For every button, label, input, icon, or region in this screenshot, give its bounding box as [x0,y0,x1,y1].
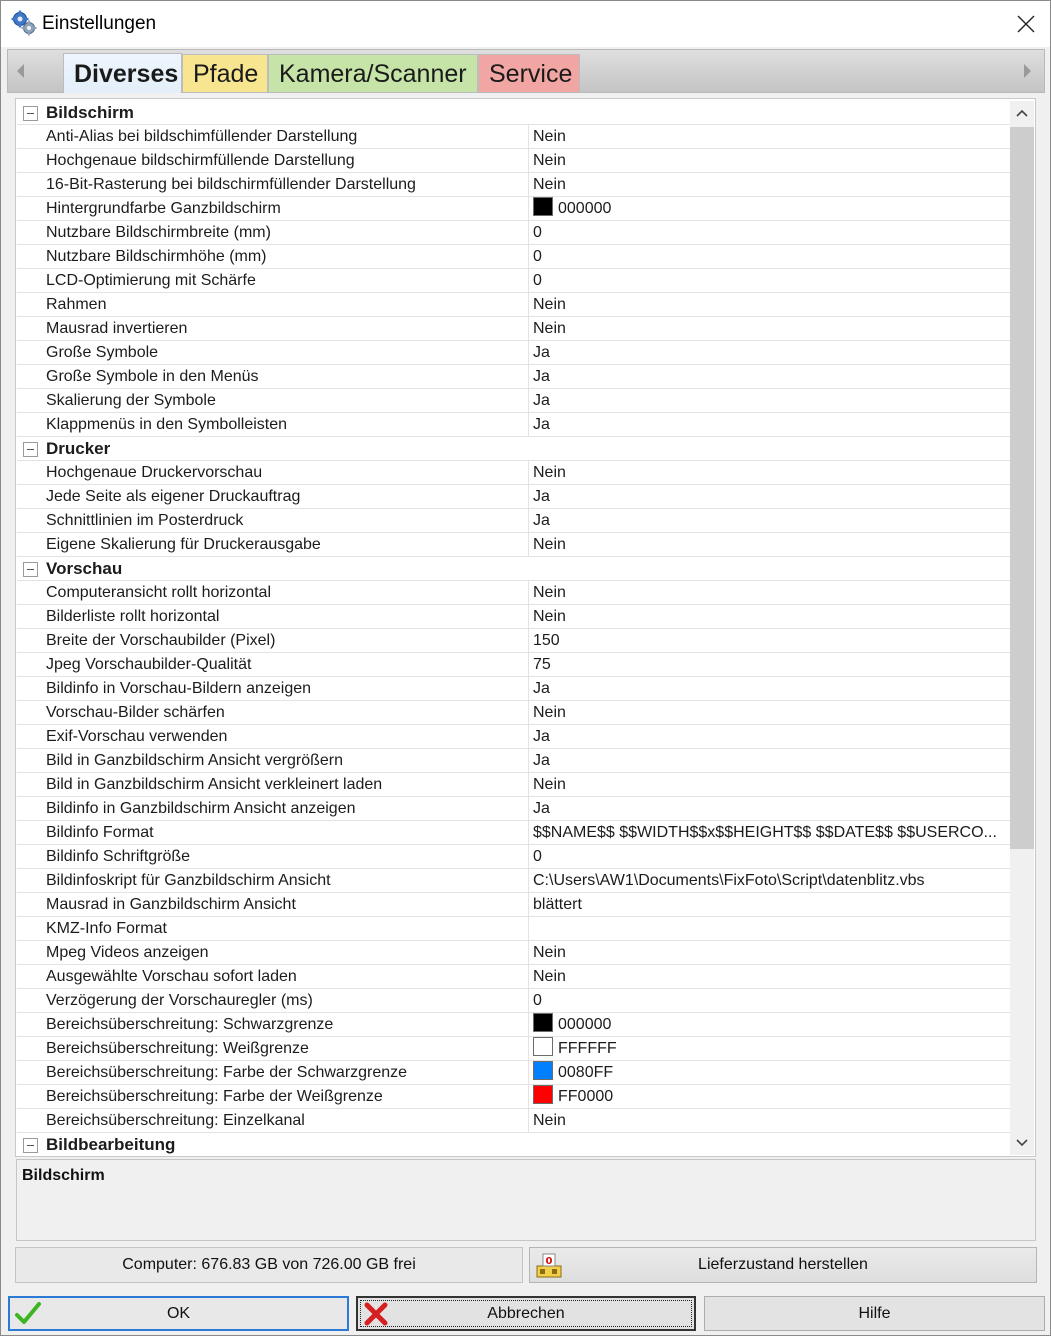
close-button[interactable] [1002,1,1050,47]
cancel-x-icon [362,1300,390,1328]
property-value[interactable] [528,917,1011,941]
property-value[interactable] [528,317,1011,341]
category-label: Drucker [46,439,111,458]
category-row[interactable] [17,101,1011,125]
property-value-text: 0 [533,992,542,1009]
property-row[interactable] [17,725,1011,749]
property-value-text: Ja [533,344,550,361]
property-value[interactable] [528,989,1011,1013]
property-value[interactable] [528,845,1011,869]
property-name: Bildinfo Format [46,824,154,841]
category-label: Bildbearbeitung [46,1135,176,1154]
property-name: Bereichsüberschreitung: Farbe der Schwarzgrenze [46,1064,408,1081]
property-row[interactable] [17,1061,1011,1085]
property-value-text: Ja [533,680,550,697]
tab-service[interactable]: Service [478,54,580,92]
property-row[interactable] [17,245,1011,269]
property-value-text: FFFFFF [558,1040,617,1057]
color-swatch[interactable] [533,1061,553,1080]
property-value[interactable] [528,725,1011,749]
property-value-text: Nein [533,1112,566,1129]
property-name: KMZ-Info Format [46,920,167,937]
property-name: Jpeg Vorschaubilder-Qualität [46,656,252,673]
property-value-text: Ja [533,800,550,817]
property-name: Hintergrundfarbe Ganzbildschirm [46,200,281,217]
property-name: Klappmenüs in den Symbolleisten [46,416,288,433]
property-value[interactable] [528,149,1011,173]
property-value-text: Nein [533,584,566,601]
property-row[interactable] [17,677,1011,701]
property-row[interactable] [17,605,1011,629]
ok-label: OK [166,1304,191,1322]
checkmark-icon [14,1300,42,1328]
property-value[interactable] [528,629,1011,653]
property-row[interactable] [17,365,1011,389]
property-row[interactable] [17,653,1011,677]
property-name: Nutzbare Bildschirmhöhe (mm) [46,248,267,265]
property-row[interactable] [17,125,1011,149]
settings-gears-icon [11,10,37,36]
color-swatch[interactable] [533,1013,553,1032]
property-value-text: $$NAME$$ $$WIDTH$$x$$HEIGHT$$ $$DATE$$ $$USERCO... [533,824,997,841]
property-name: Bild in Ganzbildschirm Ansicht vergrößern [46,752,344,769]
property-value[interactable] [528,893,1011,917]
property-value[interactable] [528,365,1011,389]
property-value-text: Nein [533,536,566,553]
property-value-text: Ja [533,368,550,385]
property-name: Exif-Vorschau verwenden [46,728,228,745]
property-name: LCD-Optimierung mit Schärfe [46,272,256,289]
description-title: Bildschirm [22,1167,105,1184]
property-name: Eigene Skalierung für Druckerausgabe [46,536,321,553]
property-value-text: 150 [533,632,560,649]
collapse-icon[interactable] [23,106,38,121]
property-name: Verzögerung der Vorschauregler (ms) [46,992,313,1009]
tab-scroll-left-icon[interactable] [14,62,28,80]
property-name: Hochgenaue bildschirmfüllende Darstellung [46,152,355,169]
property-value-text: 000000 [558,1016,612,1033]
property-row[interactable] [17,845,1011,869]
property-value[interactable] [528,1037,1011,1061]
property-value[interactable] [528,1013,1011,1037]
color-swatch[interactable] [533,1085,553,1104]
tab-kamera-scanner[interactable]: Kamera/Scanner [268,54,478,92]
property-value-text: Ja [533,728,550,745]
property-value[interactable] [528,269,1011,293]
property-value-text: 75 [533,656,551,673]
property-value-text: Ja [533,512,550,529]
property-name: Große Symbole in den Menüs [46,368,259,385]
property-row[interactable] [17,461,1011,485]
property-value-text: blättert [533,896,582,913]
property-row[interactable] [17,821,1011,845]
property-row[interactable] [17,965,1011,989]
property-name: Mpeg Videos anzeigen [46,944,209,961]
property-name: Skalierung der Symbole [46,392,216,409]
property-value-text: Ja [533,416,550,433]
property-value-text: Nein [533,176,566,193]
property-name: Rahmen [46,296,107,313]
scroll-up-icon[interactable] [1010,101,1034,125]
property-name: Mausrad in Ganzbildschirm Ansicht [46,896,296,913]
property-value[interactable] [528,941,1011,965]
property-row[interactable] [17,485,1011,509]
property-value[interactable] [528,797,1011,821]
property-value[interactable] [528,485,1011,509]
property-name: Breite der Vorschaubilder (Pixel) [46,632,276,649]
property-value-text: Nein [533,968,566,985]
property-value[interactable] [528,821,1011,845]
property-row[interactable] [17,941,1011,965]
property-row[interactable] [17,1085,1011,1109]
property-value[interactable] [528,293,1011,317]
property-name: 16-Bit-Rasterung bei bildschirmfüllender Darstellung [46,176,416,193]
window-title: Einstellungen [42,13,157,34]
property-row[interactable] [17,893,1011,917]
property-name: Schnittlinien im Posterdruck [46,512,244,529]
disk-status: Computer: 676.83 GB von 726.00 GB frei [15,1247,523,1283]
property-value[interactable] [528,749,1011,773]
color-swatch[interactable] [533,1037,553,1056]
property-name: Vorschau-Bilder schärfen [46,704,225,721]
property-value-text: Nein [533,128,566,145]
property-value-text: C:\Users\AW1\Documents\FixFoto\Script\datenblitz.vbs [533,872,925,889]
vertical-scrollbar[interactable] [1010,101,1034,1155]
tab-diverses[interactable]: Diverses [63,53,182,93]
property-name: Bildinfoskript für Ganzbildschirm Ansicht [46,872,331,889]
property-row[interactable] [17,701,1011,725]
property-value-text: 0 [533,248,542,265]
property-row[interactable] [17,917,1011,941]
property-value-text: Nein [533,464,566,481]
collapse-icon[interactable] [23,562,38,577]
property-row[interactable] [17,1037,1011,1061]
property-name: Bereichsüberschreitung: Einzelkanal [46,1112,305,1129]
property-row[interactable] [17,797,1011,821]
property-value[interactable] [528,221,1011,245]
property-value-text: 000000 [558,200,612,217]
property-name: Computeransicht rollt horizontal [46,584,271,601]
property-row[interactable] [17,413,1011,437]
property-name: Ausgewählte Vorschau sofort laden [46,968,297,985]
property-value[interactable] [528,1061,1011,1085]
category-row[interactable] [17,437,1011,461]
category-row[interactable] [17,1133,1011,1157]
property-value[interactable] [528,461,1011,485]
category-row[interactable] [17,557,1011,581]
property-name: Bildinfo in Ganzbildschirm Ansicht anzeigen [46,800,356,817]
category-label: Vorschau [46,559,123,578]
property-value[interactable] [528,173,1011,197]
collapse-icon[interactable] [23,442,38,457]
property-value[interactable] [528,701,1011,725]
property-value-text: Nein [533,944,566,961]
property-row[interactable] [17,749,1011,773]
property-name: Nutzbare Bildschirmbreite (mm) [46,224,271,241]
property-row[interactable] [17,533,1011,557]
property-value[interactable] [528,341,1011,365]
property-value[interactable] [528,605,1011,629]
property-grid-rows [17,101,1011,1157]
property-row[interactable] [17,149,1011,173]
property-row[interactable] [17,581,1011,605]
property-name: Jede Seite als eigener Druckauftrag [46,488,301,505]
tab-scroll-right-icon[interactable] [1020,62,1034,80]
property-row[interactable] [17,389,1011,413]
property-row[interactable] [17,341,1011,365]
property-row[interactable] [17,629,1011,653]
property-value-text: FF0000 [558,1088,614,1105]
property-value-text: 0 [533,224,542,241]
property-value[interactable] [528,869,1011,893]
property-row[interactable] [17,269,1011,293]
property-row[interactable] [17,1109,1011,1133]
description-panel [16,1159,1036,1241]
property-row[interactable] [17,317,1011,341]
collapse-icon[interactable] [23,1138,38,1153]
help-button[interactable] [704,1296,1045,1331]
property-value-text: Nein [533,152,566,169]
property-value[interactable] [528,677,1011,701]
property-row[interactable] [17,869,1011,893]
property-value[interactable] [528,965,1011,989]
property-value-text: 0 [533,848,542,865]
title-bar [1,1,1050,47]
property-row[interactable] [17,293,1011,317]
property-value[interactable] [528,197,1011,221]
property-value[interactable] [528,125,1011,149]
property-value[interactable] [528,245,1011,269]
factory-reset-icon [534,1251,564,1281]
property-name: Bildinfo in Vorschau-Bildern anzeigen [46,680,312,697]
property-row[interactable] [17,509,1011,533]
property-value-text: 0080FF [558,1064,614,1081]
property-name: Bilderliste rollt horizontal [46,608,220,625]
category-label: Bildschirm [46,103,134,122]
property-name: Große Symbole [46,344,159,361]
property-value-text: Nein [533,296,566,313]
property-value-text: 0 [533,272,542,289]
reset-defaults-label: Lieferzustand herstellen [698,1256,868,1273]
property-name: Bildinfo Schriftgröße [46,848,191,865]
tab-pfade[interactable]: Pfade [182,54,268,92]
property-value[interactable] [528,509,1011,533]
cancel-label: Abbrechen [487,1304,565,1322]
property-value[interactable] [528,773,1011,797]
cancel-button[interactable] [356,1296,696,1331]
color-swatch[interactable] [533,197,553,216]
property-value-text: Nein [533,704,566,721]
property-name: Bereichsüberschreitung: Schwarzgrenze [46,1016,334,1033]
property-value[interactable] [528,653,1011,677]
tab-bar [7,49,1045,93]
property-value-text: Nein [533,320,566,337]
property-row[interactable] [17,221,1011,245]
property-grid [15,98,1036,1157]
property-value-text: Ja [533,752,550,769]
property-value-text: Ja [533,392,550,409]
property-name: Bereichsüberschreitung: Weißgrenze [46,1040,309,1057]
property-name: Anti-Alias bei bildschimfüllender Darstellung [46,128,358,145]
property-row[interactable] [17,197,1011,221]
property-value[interactable] [528,533,1011,557]
property-value-text: Nein [533,776,566,793]
property-row[interactable] [17,989,1011,1013]
svg-text:0: 0 [545,1256,553,1267]
property-row[interactable] [17,173,1011,197]
property-name: Bild in Ganzbildschirm Ansicht verkleinert laden [46,776,383,793]
property-name: Bereichsüberschreitung: Farbe der Weißgrenze [46,1088,383,1105]
property-value[interactable] [528,1085,1011,1109]
property-row[interactable] [17,773,1011,797]
property-value-text: Nein [533,608,566,625]
help-label: Hilfe [858,1304,891,1322]
scroll-down-icon[interactable] [1010,1131,1034,1155]
reset-defaults-button[interactable] [529,1247,1037,1283]
scrollbar-thumb[interactable] [1010,127,1034,849]
property-name: Mausrad invertieren [46,320,188,337]
property-row[interactable] [17,1013,1011,1037]
property-name: Hochgenaue Druckervorschau [46,464,263,481]
property-value[interactable] [528,389,1011,413]
close-icon [1017,15,1035,33]
property-value-text: Ja [533,488,550,505]
property-value[interactable] [528,413,1011,437]
property-value[interactable] [528,581,1011,605]
property-value[interactable] [528,1109,1011,1133]
ok-button[interactable] [8,1296,349,1331]
